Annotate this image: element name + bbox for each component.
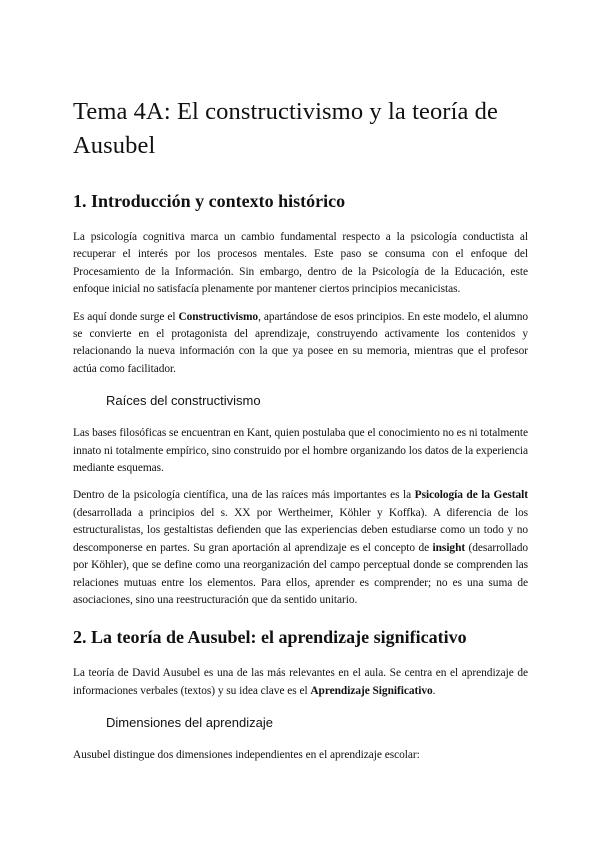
paragraph-ausubel [73,665,528,700]
paragraph-gestalt [73,487,528,609]
text: Dentro de la psicología científica, una de las raíces más importantes es la [73,489,415,502]
document-title: Tema 4A: El constructivismo y la teoría de Ausubel [73,98,498,159]
bold-term-insight: insight [432,541,466,554]
text: La psicología cognitiva marca un cambio fundamental respecto a la psicología conductista al recuperar el interés por los procesos mentales. Este paso se consuma con el enfoque del Procesamiento de la Información. Sin embargo, dentro de la Psicología de la Educación, este enfoque inicial no satisfacía plenamente por mantener ciertos principios mecanicistas. [73,231,528,296]
bold-term-aprendizaje-significativo: Aprendizaje Significativo [310,684,433,697]
text: (desarrollada a principios del s. XX por Wertheimer, Köhler y Koffka). A diferencia de los estructuralistas, los gestaltistas defienden que las experiencias deben estudiarse como un todo y no descomponerse en partes. Su gran aportación al aprendizaje es el concepto de [73,506,528,554]
text: Es aquí donde surge el [73,310,179,323]
paragraph-psicologia-cognitiva [73,229,528,299]
section-heading-introduccion: 1. Introducción y contexto histórico [73,191,346,211]
section-heading-ausubel: 2. La teoría de Ausubel: el aprendizaje significativo [73,627,467,648]
text: Las bases filosóficas se encuentran en Kant, quien postulaba que el conocimiento no es ni totalmente innato ni totalmente empírico, sino construido por el hombre organizando los datos de la experiencia mediante esquemas. [73,427,528,475]
paragraph-kant [73,425,528,477]
text: La teoría de David Ausubel es una de las más relevantes en el aula. Se centra en el aprendizaje de informaciones verbales (textos) y su idea clave es el [73,667,528,697]
paragraph-dimensiones [73,747,528,764]
bold-term-constructivismo: Constructivismo [178,310,259,323]
subheading-raices: Raíces del constructivismo [106,393,261,409]
text: (desarrollado por Köhler), que se define como una reorganización del campo perceptual donde se comprenden las relaciones mutuas entre los elementos. Para ellos, aprender es comprender; no es una suma de asociaciones, sino una reestructuración que da sentido unitario. [73,541,528,606]
bold-term-gestalt: Psicología de la Gestalt [414,489,528,502]
text: , apartándose de esos principios. En este modelo, el alumno se convierte en el protagonista del aprendizaje, construyendo activamente los contenidos y relacionando la nueva información con la que ya posee en su memoria, mientras que el profesor actúa como facilitador. [73,310,528,375]
text: . [432,684,436,697]
paragraph-constructivismo [73,309,528,379]
subheading-dimensiones: Dimensiones del aprendizaje [106,715,273,731]
text: Ausubel distingue dos dimensiones independientes en el aprendizaje escolar: [73,749,420,762]
